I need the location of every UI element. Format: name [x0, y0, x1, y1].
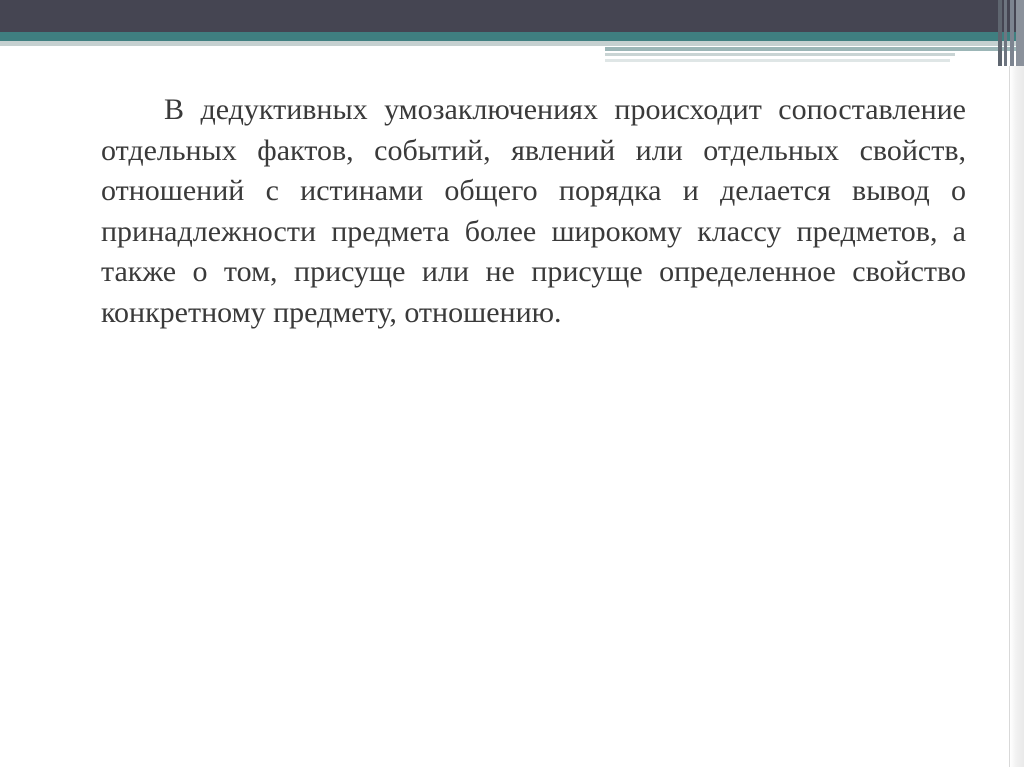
header-accent-bar	[0, 32, 1024, 41]
header-accent-line	[605, 47, 1024, 51]
page-edge	[1009, 66, 1024, 767]
edge-stripe	[998, 0, 1002, 66]
header-accent-line	[605, 59, 950, 62]
edge-stripe	[1004, 0, 1007, 66]
header-accent-line	[605, 53, 955, 56]
slide-body-text: В дедуктивных умозаключениях происходит сопоставление отдельных фактов, событий, явлений или отдельных свойств, отношений с истинами общего порядка и делается вывод о принадлежности предмета более широкому классу предметов, а также о том, присуще или не присуще определенное свойство конкретному предмету, отношению.	[101, 93, 966, 329]
edge-stripe	[1010, 0, 1014, 66]
header-divider	[0, 41, 1024, 46]
edge-stripe	[1016, 0, 1024, 66]
header-bar	[0, 0, 1024, 32]
